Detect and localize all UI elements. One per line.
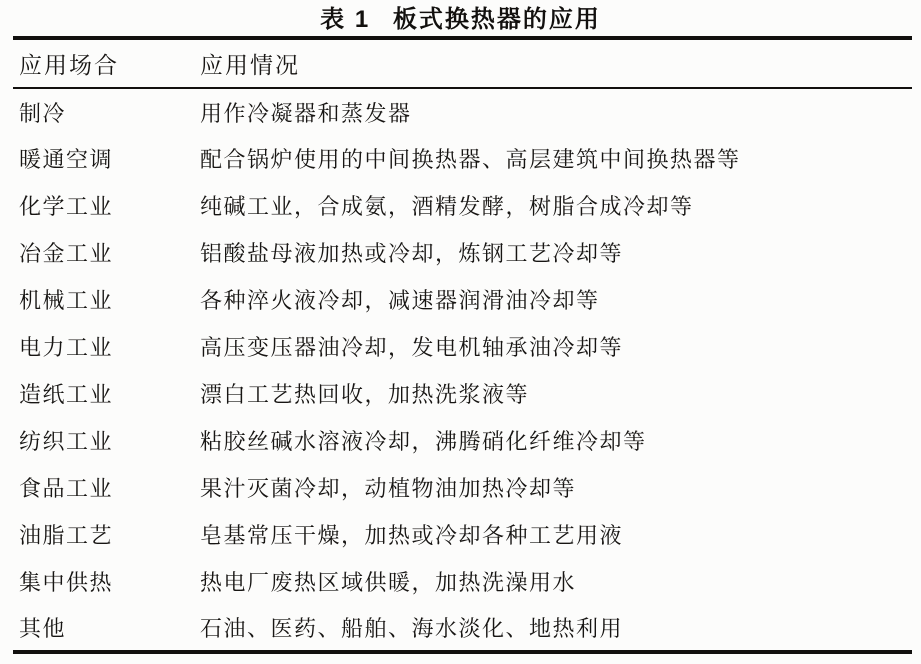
situation-cell: 石油、医药、船舶、海水淡化、地热利用 <box>200 616 624 641</box>
situation-cell: 果汁灭菌冷却，动植物油加热冷却等 <box>200 476 577 501</box>
column-header-occasion: 应用场合 <box>19 53 119 78</box>
situation-cell: 皂基常压干燥，加热或冷却各种工艺用液 <box>200 523 624 548</box>
occasion-cell: 制冷 <box>19 100 67 126</box>
table-row <box>13 558 912 605</box>
table-title-text: 板式换热器的应用 <box>392 6 601 33</box>
table-row <box>13 464 912 511</box>
occasion-cell: 造纸工业 <box>19 382 114 407</box>
situation-cell: 漂白工艺热回收，加热洗浆液等 <box>200 382 530 407</box>
table-header <box>13 38 912 88</box>
situation-cell: 热电厂废热区域供暖，加热洗澡用水 <box>200 570 577 595</box>
table-number-label: 表 1 <box>320 6 371 33</box>
header-row <box>13 38 912 88</box>
occasion-cell: 冶金工业 <box>19 241 114 266</box>
table-row <box>13 370 912 417</box>
situation-cell: 铝酸盐母液加热或冷却，炼钢工艺冷却等 <box>200 241 624 266</box>
situation-cell: 纯碱工业，合成氨，酒精发酵，树脂合成冷却等 <box>200 194 694 219</box>
situation-cell: 配合锅炉使用的中间换热器、高层建筑中间换热器等 <box>200 147 741 172</box>
occasion-cell: 其他 <box>19 616 67 641</box>
occasion-cell: 纺织工业 <box>19 429 114 454</box>
situation-cell: 高压变压器油冷却，发电机轴承油冷却等 <box>200 335 624 360</box>
table-row <box>13 605 912 652</box>
situation-cell: 用作冷凝器和蒸发器 <box>200 100 412 126</box>
occasion-cell: 化学工业 <box>19 194 114 219</box>
table-row <box>13 276 912 323</box>
occasion-cell: 机械工业 <box>19 288 114 313</box>
occasion-cell: 暖通空调 <box>19 147 114 172</box>
table-row <box>13 417 912 464</box>
table-row <box>13 511 912 558</box>
occasion-cell: 食品工业 <box>19 476 114 501</box>
table-row <box>13 135 912 182</box>
occasion-cell: 集中供热 <box>19 570 114 595</box>
situation-cell: 粘胶丝碱水溶液冷却，沸腾硝化纤维冷却等 <box>200 429 647 454</box>
applications-table <box>13 36 912 654</box>
table-row <box>13 182 912 229</box>
table-body <box>13 88 912 652</box>
situation-cell: 各种淬火液冷却，减速器润滑油冷却等 <box>200 288 600 313</box>
table-row <box>13 323 912 370</box>
table-title <box>0 0 921 36</box>
column-header-situation: 应用情况 <box>200 53 300 78</box>
table-row <box>13 88 912 135</box>
occasion-cell: 电力工业 <box>19 335 114 360</box>
table-row <box>13 229 912 276</box>
occasion-cell: 油脂工艺 <box>19 523 114 548</box>
